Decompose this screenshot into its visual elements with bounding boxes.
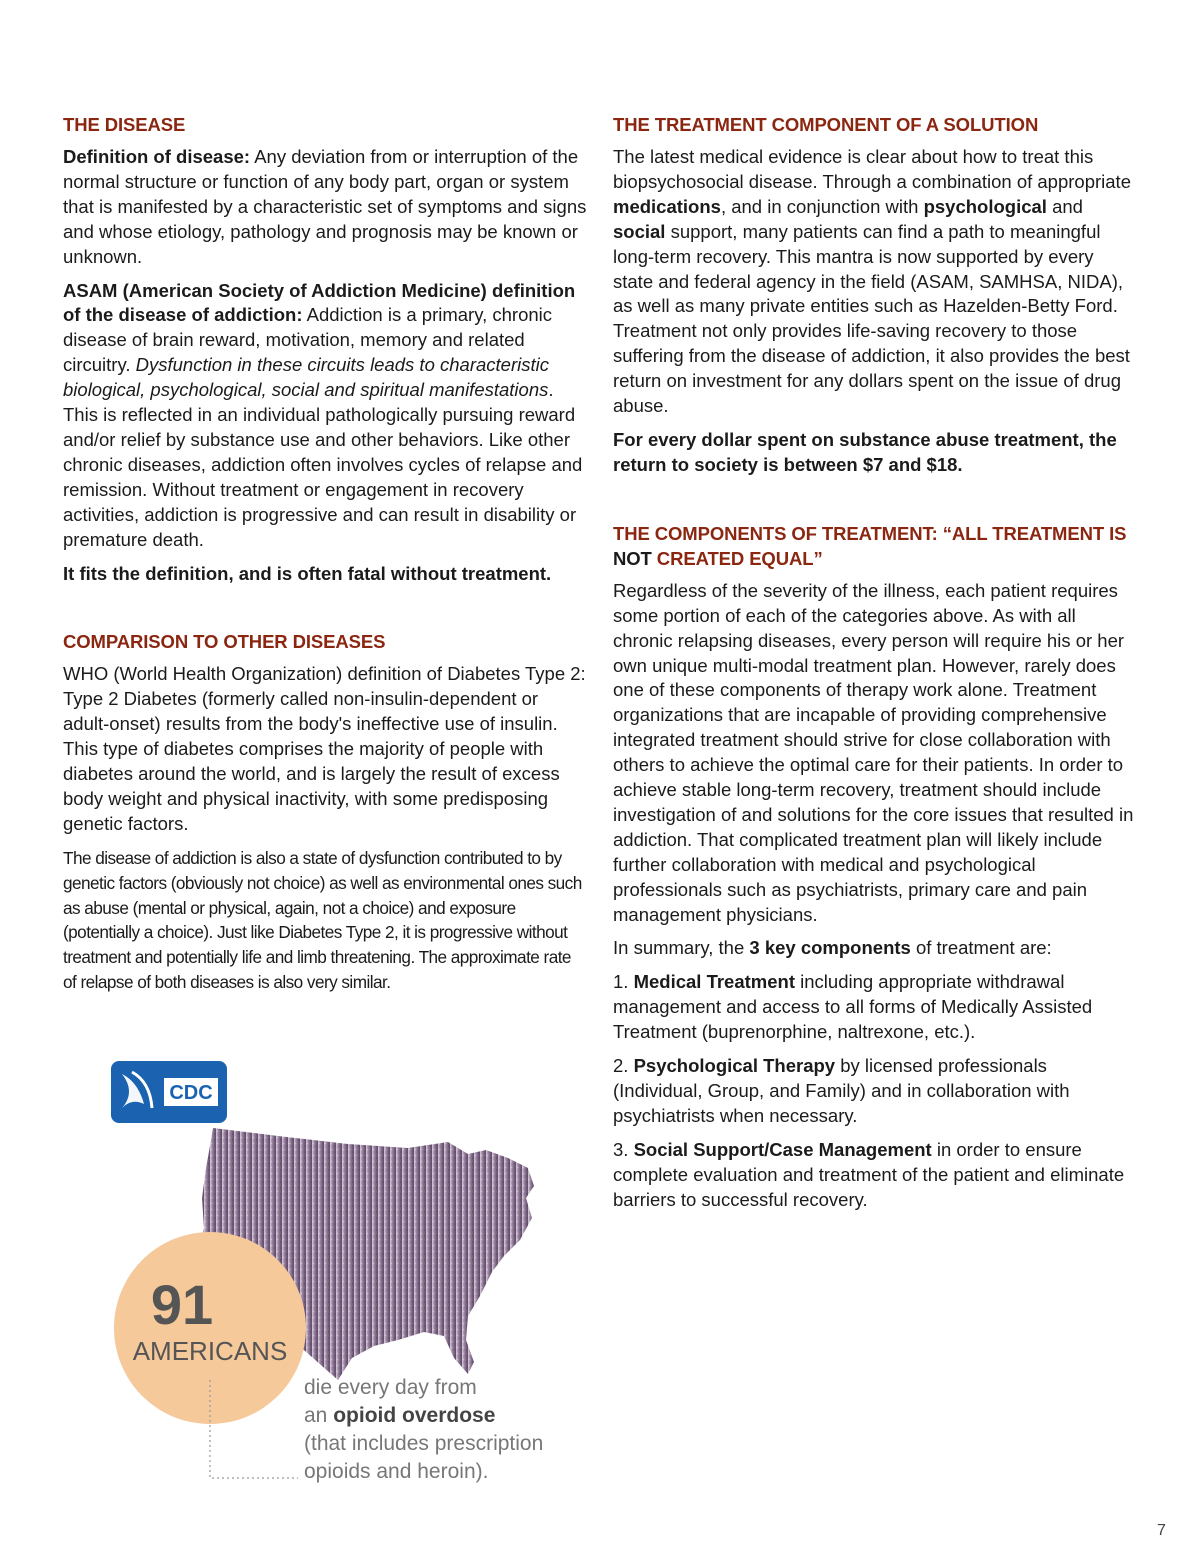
right-column xyxy=(613,112,1137,1222)
components-summary: In summary, the 3 key components of treatment are: xyxy=(613,937,1052,959)
components-body: Regardless of the severity of the illness, each patient requires some portion of each of the categories above. As with all chronic relapsing diseases, every person will require his or her own unique multi-modal treatment plan. However, rarely does one of these components of therapy work alone. Treatment organizations that are incapable of providing comprehensive integrated treatment should strive for close collaboration with others to achieve the optimal care for their patients. In order to achieve stable long-term recovery, treatment should include investigation of and solutions for the core issues that resulted in addiction. That complicated treatment plan will likely include further collaboration with medical and psychological professionals such as psychiatrists, primary care and pain management physicians. xyxy=(613,579,1134,925)
comparison-heading: COMPARISON TO OTHER DISEASES xyxy=(63,631,386,653)
stat-number: 91 xyxy=(150,1273,214,1336)
left-column xyxy=(63,112,587,1004)
treatment-component-heading: THE TREATMENT COMPONENT OF A SOLUTION xyxy=(613,114,1039,135)
who-definition: WHO (World Health Organization) definition of Diabetes Type 2: Type 2 Diabetes (formerly called non-insulin-dependent or adult-onset) results from the body's ineffective use of insulin. This type of diabetes comprises the majority of people with diabetes around the world, and is largely the result of excess body weight and physical inactivity, with some predisposing genetic factors. xyxy=(63,663,586,834)
svg-text:CDC: CDC xyxy=(169,1082,213,1104)
page-number: 7 xyxy=(1157,1522,1166,1539)
asam-definition: ASAM (American Society of Addiction Medicine) definition of the disease of addiction: Addiction is a primary, chronic disease of brain reward, motivation, memory and related circuitry. Dysfunction in these circuits leads to characteristic biological, psychological, social and spiritual manifestations. This is reflected in an individual pathologically pursuing reward and/or relief by substance use and other behaviors. Like other chronic diseases, addiction often involves cycles of relapse and remission. Without treatment or engagement in recovery activities, addiction is progressive and can result in disability or premature death. xyxy=(63,279,583,550)
cdc-logo xyxy=(111,1061,227,1123)
addiction-comparison: The disease of addiction is also a state of dysfunction contributed to by genetic factors (obviously not choice) as well as environmental ones such as abuse (mental or physical, again, not a choice) and exposure (potentially a choice). Just like Diabetes Type 2, it is progressive without treatment and potentially life and limb threatening. The approximate rate of relapse of both diseases is also very similar. xyxy=(63,847,582,993)
component-item: 2. Psychological Therapy by licensed professionals (Individual, Group, and Family) and in collaboration with psychiatrists when necessary. xyxy=(613,1055,1070,1126)
stat-label: AMERICANS xyxy=(132,1336,288,1366)
disease-heading: THE DISEASE xyxy=(63,114,186,135)
caption-line-3: (that includes prescription xyxy=(304,1432,544,1455)
component-item: 3. Social Support/Case Management in order to ensure complete evaluation and treatment of the patient and eliminate barriers to successful recovery. xyxy=(613,1138,1125,1210)
caption-line-1: die every day from xyxy=(304,1376,477,1399)
component-item: 1. Medical Treatment including appropriate withdrawal management and access to all forms of Medically Assisted Treatment (buprenorphine, naltrexone, etc.). xyxy=(613,971,1093,1043)
cdc-opioid-figure xyxy=(108,1058,548,1488)
disease-conclusion: It fits the definition, and is often fatal without treatment. xyxy=(63,562,552,584)
disease-definition: Definition of disease: Any deviation from or interruption of the normal structure or function of any body part, organ or system that is manifested by a characteristic set of symptoms and signs and whose etiology, pathology and prognosis may be known or unknown. xyxy=(63,146,587,267)
treatment-evidence: The latest medical evidence is clear about how to treat this biopsychosocial disease. Through a combination of appropriate medications, and in conjunction with psychological and social support, many patients can find a path to meaningful long-term recovery. This mantra is now supported by every state and federal agency in the field (ASAM, SAMHSA, NIDA), as well as many private entities such as Hazelden-Betty Ford. Treatment not only provides life-saving recovery to those suffering from the disease of addiction, it also provides the best return on investment for any dollars spent on the issue of drug abuse. xyxy=(613,146,1131,417)
treatment-roi: For every dollar spent on substance abuse treatment, the return to society is between $7 and $18. xyxy=(613,428,1117,475)
components-heading: THE COMPONENTS OF TREATMENT: “ALL TREATMENT IS NOT CREATED EQUAL” xyxy=(613,522,1127,569)
caption-line-2: an opioid overdose xyxy=(304,1404,496,1427)
caption-line-4: opioids and heroin). xyxy=(304,1460,489,1483)
